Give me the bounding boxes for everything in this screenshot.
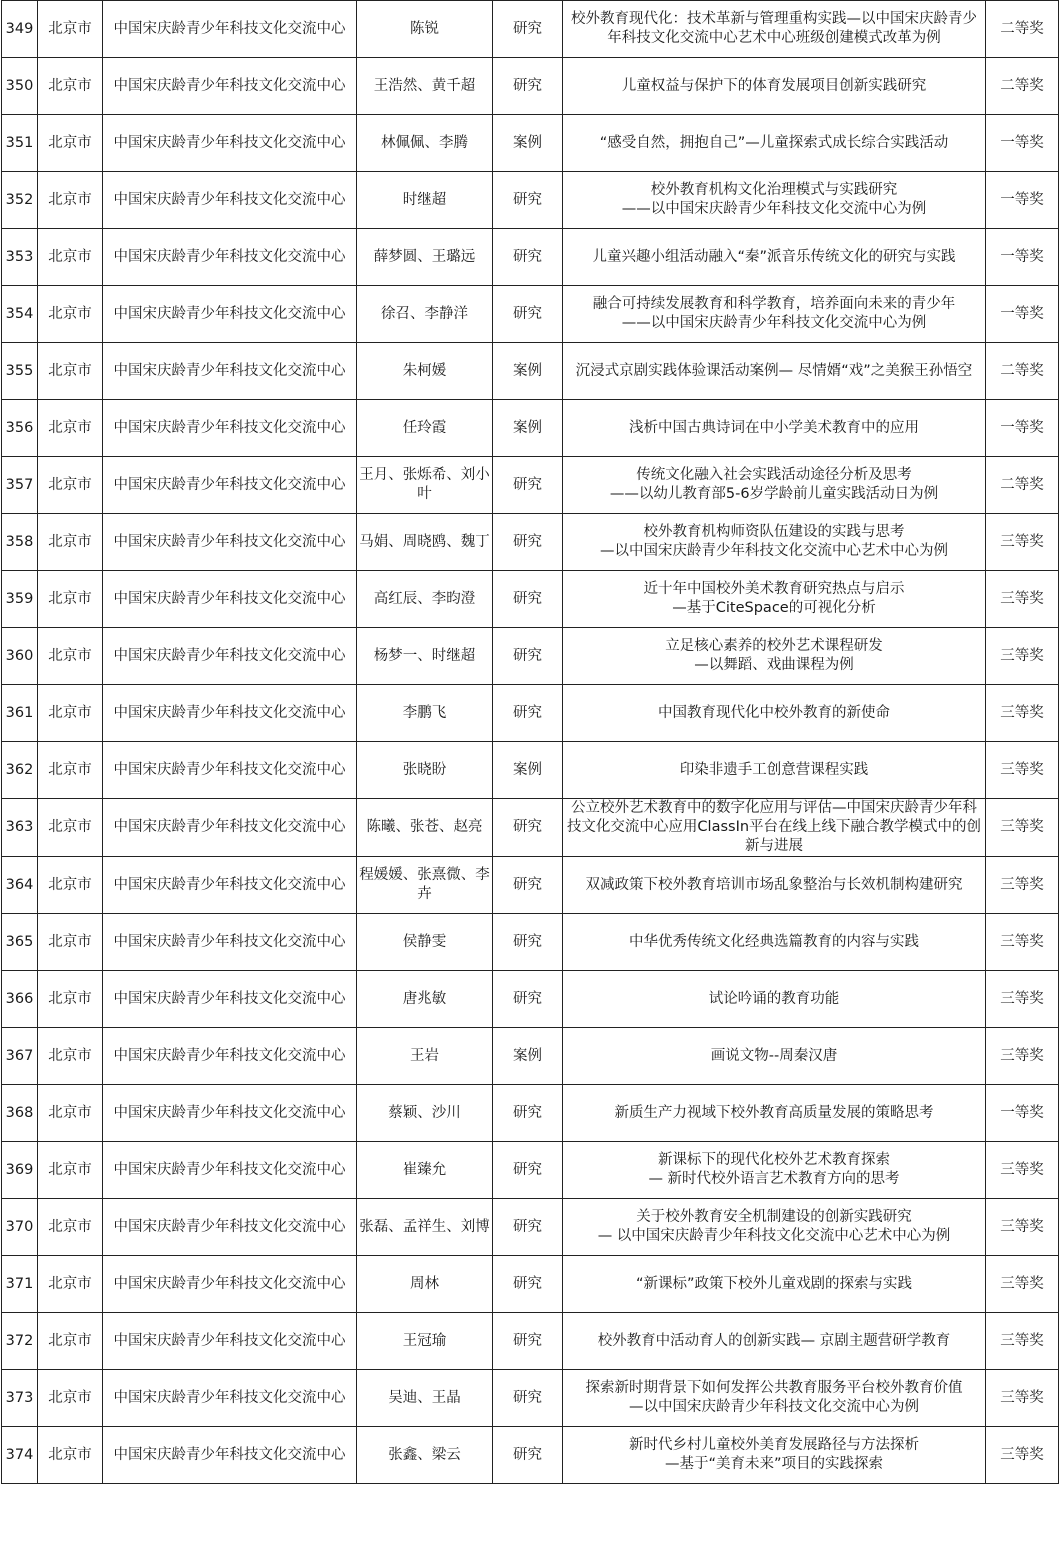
paper-title-cell <box>563 1085 986 1142</box>
authors-cell: 马娟、周晓鸥、魏丁 <box>357 514 493 571</box>
organization-cell: 中国宋庆龄青少年科技文化交流中心 <box>103 1 357 58</box>
type-cell: 研究 <box>493 1142 563 1199</box>
table-row <box>2 1 1059 58</box>
paper-title-cell <box>563 514 986 571</box>
paper-title-cell <box>563 914 986 971</box>
award-cell: 三等奖 <box>986 1142 1059 1199</box>
paper-title-cell <box>563 115 986 172</box>
paper-title-line: —以中国宋庆龄青少年科技文化交流中心艺术中心为例 <box>600 543 948 559</box>
paper-title-cell <box>563 58 986 115</box>
paper-title-cell <box>563 400 986 457</box>
region-cell: 北京市 <box>38 914 103 971</box>
award-cell: 一等奖 <box>986 115 1059 172</box>
type-cell: 研究 <box>493 799 563 857</box>
row-number: 373 <box>2 1370 38 1427</box>
paper-title-cell <box>563 457 986 514</box>
paper-title-line: 校外教育现代化：技术革新与管理重构实践—以中国宋庆龄青少年科技文化交流中心艺术中心班级创建模式改革为例 <box>571 11 977 46</box>
paper-title-line: —基于CiteSpace的可视化分析 <box>672 600 876 616</box>
award-cell: 一等奖 <box>986 172 1059 229</box>
paper-title-line: 校外教育中活动育人的创新实践— 京剧主题营研学教育 <box>597 1332 951 1349</box>
type-cell: 研究 <box>493 58 563 115</box>
award-cell: 三等奖 <box>986 514 1059 571</box>
row-number: 370 <box>2 1199 38 1256</box>
award-cell: 三等奖 <box>986 1427 1059 1484</box>
type-cell: 研究 <box>493 1313 563 1370</box>
table-row <box>2 742 1059 799</box>
organization-cell: 中国宋庆龄青少年科技文化交流中心 <box>103 1256 357 1313</box>
row-number: 374 <box>2 1427 38 1484</box>
paper-title-line: 校外教育机构师资队伍建设的实践与思考 <box>643 524 905 540</box>
row-number: 357 <box>2 457 38 514</box>
table-row <box>2 857 1059 914</box>
authors-cell: 侯静雯 <box>357 914 493 971</box>
type-cell: 研究 <box>493 1085 563 1142</box>
award-cell: 三等奖 <box>986 1370 1059 1427</box>
paper-title-cell <box>563 1028 986 1085</box>
table-row <box>2 400 1059 457</box>
type-cell: 研究 <box>493 571 563 628</box>
paper-title-line: —以中国宋庆龄青少年科技文化交流中心为例 <box>629 1399 919 1415</box>
region-cell: 北京市 <box>38 172 103 229</box>
organization-cell: 中国宋庆龄青少年科技文化交流中心 <box>103 229 357 286</box>
table-row <box>2 115 1059 172</box>
paper-title-line: 探索新时期背景下如何发挥公共教育服务平台校外教育价值 <box>585 1380 963 1396</box>
type-cell: 案例 <box>493 1028 563 1085</box>
award-cell: 三等奖 <box>986 685 1059 742</box>
paper-title-line: 融合可持续发展教育和科学教育，培养面向未来的青少年 <box>592 296 956 312</box>
authors-cell: 周林 <box>357 1256 493 1313</box>
table-row <box>2 343 1059 400</box>
type-cell: 案例 <box>493 343 563 400</box>
paper-title-line: 传统文化融入社会实践活动途径分析及思考 <box>636 467 912 483</box>
authors-cell: 高红辰、李昀澄 <box>357 571 493 628</box>
table-row <box>2 1028 1059 1085</box>
row-number: 354 <box>2 286 38 343</box>
type-cell: 研究 <box>493 914 563 971</box>
award-cell: 二等奖 <box>986 457 1059 514</box>
paper-title-cell <box>563 229 986 286</box>
paper-title-line: 关于校外教育安全机制建设的创新实践研究 <box>636 1209 912 1225</box>
paper-title-line: 立足核心素养的校外艺术课程研发 <box>665 638 883 654</box>
paper-title-line: 沉浸式京剧实践体验课活动案例— 尽情婿“戏”之美猴王孙悟空 <box>575 362 973 379</box>
region-cell: 北京市 <box>38 799 103 857</box>
paper-title-cell <box>563 1199 986 1256</box>
region-cell: 北京市 <box>38 685 103 742</box>
row-number: 369 <box>2 1142 38 1199</box>
type-cell: 研究 <box>493 1370 563 1427</box>
organization-cell: 中国宋庆龄青少年科技文化交流中心 <box>103 971 357 1028</box>
organization-cell: 中国宋庆龄青少年科技文化交流中心 <box>103 571 357 628</box>
type-cell: 研究 <box>493 1427 563 1484</box>
type-cell: 研究 <box>493 1199 563 1256</box>
row-number: 368 <box>2 1085 38 1142</box>
paper-title-line: 新时代乡村儿童校外美育发展路径与方法探析 <box>629 1437 919 1453</box>
table-row <box>2 571 1059 628</box>
award-cell: 三等奖 <box>986 742 1059 799</box>
region-cell: 北京市 <box>38 628 103 685</box>
paper-title-line: 浅析中国古典诗词在中小学美术教育中的应用 <box>629 419 919 436</box>
paper-title-cell <box>563 971 986 1028</box>
authors-cell: 薛梦圆、王璐远 <box>357 229 493 286</box>
row-number: 352 <box>2 172 38 229</box>
region-cell: 北京市 <box>38 229 103 286</box>
organization-cell: 中国宋庆龄青少年科技文化交流中心 <box>103 685 357 742</box>
region-cell: 北京市 <box>38 457 103 514</box>
award-cell: 三等奖 <box>986 1256 1059 1313</box>
award-cell: 三等奖 <box>986 1028 1059 1085</box>
paper-title-cell <box>563 1 986 58</box>
type-cell: 研究 <box>493 685 563 742</box>
award-cell: 一等奖 <box>986 286 1059 343</box>
organization-cell: 中国宋庆龄青少年科技文化交流中心 <box>103 857 357 914</box>
organization-cell: 中国宋庆龄青少年科技文化交流中心 <box>103 1142 357 1199</box>
paper-title-cell <box>563 571 986 628</box>
paper-title-cell <box>563 1142 986 1199</box>
region-cell: 北京市 <box>38 286 103 343</box>
organization-cell: 中国宋庆龄青少年科技文化交流中心 <box>103 1028 357 1085</box>
table-row <box>2 685 1059 742</box>
paper-title-line: 中华优秀传统文化经典选篇教育的内容与实践 <box>629 933 919 950</box>
organization-cell: 中国宋庆龄青少年科技文化交流中心 <box>103 914 357 971</box>
award-cell: 三等奖 <box>986 857 1059 914</box>
paper-title-cell <box>563 343 986 400</box>
table-row <box>2 514 1059 571</box>
organization-cell: 中国宋庆龄青少年科技文化交流中心 <box>103 514 357 571</box>
table-row <box>2 172 1059 229</box>
table-row <box>2 971 1059 1028</box>
type-cell: 研究 <box>493 1 563 58</box>
paper-title-cell <box>563 1427 986 1484</box>
region-cell: 北京市 <box>38 343 103 400</box>
organization-cell: 中国宋庆龄青少年科技文化交流中心 <box>103 742 357 799</box>
paper-title-line: 印染非遗手工创意营课程实践 <box>679 761 869 778</box>
row-number: 371 <box>2 1256 38 1313</box>
table-row <box>2 1427 1059 1484</box>
row-number: 356 <box>2 400 38 457</box>
paper-title-cell <box>563 857 986 914</box>
paper-title-cell <box>563 172 986 229</box>
region-cell: 北京市 <box>38 1 103 58</box>
paper-title-line: 画说文物--周秦汉唐 <box>710 1047 838 1064</box>
organization-cell: 中国宋庆龄青少年科技文化交流中心 <box>103 1199 357 1256</box>
organization-cell: 中国宋庆龄青少年科技文化交流中心 <box>103 115 357 172</box>
row-number: 355 <box>2 343 38 400</box>
paper-title-line: 中国教育现代化中校外教育的新使命 <box>658 704 890 721</box>
award-cell: 一等奖 <box>986 1085 1059 1142</box>
paper-title-line: —基于“美育未来”项目的实践探索 <box>664 1456 884 1472</box>
table-row <box>2 229 1059 286</box>
region-cell: 北京市 <box>38 571 103 628</box>
paper-title-cell <box>563 628 986 685</box>
organization-cell: 中国宋庆龄青少年科技文化交流中心 <box>103 400 357 457</box>
type-cell: 研究 <box>493 229 563 286</box>
authors-cell: 陈锐 <box>357 1 493 58</box>
authors-cell: 李鹏飞 <box>357 685 493 742</box>
row-number: 366 <box>2 971 38 1028</box>
paper-title-line: 近十年中国校外美术教育研究热点与启示 <box>643 581 905 597</box>
table-row <box>2 1085 1059 1142</box>
row-number: 351 <box>2 115 38 172</box>
organization-cell: 中国宋庆龄青少年科技文化交流中心 <box>103 1427 357 1484</box>
authors-cell: 王冠瑜 <box>357 1313 493 1370</box>
authors-cell: 时继超 <box>357 172 493 229</box>
type-cell: 研究 <box>493 971 563 1028</box>
organization-cell: 中国宋庆龄青少年科技文化交流中心 <box>103 172 357 229</box>
award-cell: 三等奖 <box>986 628 1059 685</box>
paper-title-line: 新质生产力视域下校外教育高质量发展的策略思考 <box>614 1104 934 1121</box>
row-number: 362 <box>2 742 38 799</box>
paper-title-line: 校外教育机构文化治理模式与实践研究 <box>650 182 898 198</box>
region-cell: 北京市 <box>38 971 103 1028</box>
paper-title-line: — 新时代校外语言艺术教育方向的思考 <box>648 1171 900 1187</box>
authors-cell: 张鑫、梁云 <box>357 1427 493 1484</box>
authors-cell: 张磊、孟祥生、刘博 <box>357 1199 493 1256</box>
paper-title-line: 双减政策下校外教育培训市场乱象整治与长效机制构建研究 <box>585 876 963 893</box>
type-cell: 案例 <box>493 742 563 799</box>
paper-title-line: — 以中国宋庆龄青少年科技文化交流中心艺术中心为例 <box>597 1228 951 1244</box>
paper-title-line: “感受自然，拥抱自己”—儿童探索式成长综合实践活动 <box>599 134 949 151</box>
paper-title-cell <box>563 1370 986 1427</box>
row-number: 361 <box>2 685 38 742</box>
organization-cell: 中国宋庆龄青少年科技文化交流中心 <box>103 1370 357 1427</box>
paper-title-line: 公立校外艺术教育中的数字化应用与评估—中国宋庆龄青少年科技文化交流中心应用ClassIn平台在线上线下融合教学模式中的创新与进展 <box>566 800 982 854</box>
region-cell: 北京市 <box>38 1256 103 1313</box>
row-number: 358 <box>2 514 38 571</box>
award-cell: 二等奖 <box>986 1 1059 58</box>
type-cell: 研究 <box>493 1256 563 1313</box>
type-cell: 研究 <box>493 457 563 514</box>
region-cell: 北京市 <box>38 1028 103 1085</box>
paper-title-cell <box>563 1256 986 1313</box>
type-cell: 研究 <box>493 172 563 229</box>
type-cell: 研究 <box>493 628 563 685</box>
authors-cell: 蔡颖、沙川 <box>357 1085 493 1142</box>
table-row <box>2 286 1059 343</box>
type-cell: 研究 <box>493 857 563 914</box>
paper-title-line: 新课标下的现代化校外艺术教育探索 <box>658 1152 890 1168</box>
paper-title-line: ——以中国宋庆龄青少年科技文化交流中心为例 <box>621 315 927 331</box>
authors-cell: 吴迪、王晶 <box>357 1370 493 1427</box>
region-cell: 北京市 <box>38 1313 103 1370</box>
table-row <box>2 1370 1059 1427</box>
region-cell: 北京市 <box>38 1199 103 1256</box>
award-cell: 三等奖 <box>986 914 1059 971</box>
authors-cell: 程媛媛、张熹微、李卉 <box>357 857 493 914</box>
paper-title-cell <box>563 685 986 742</box>
row-number: 360 <box>2 628 38 685</box>
table-row <box>2 1256 1059 1313</box>
authors-cell: 杨梦一、时继超 <box>357 628 493 685</box>
row-number: 353 <box>2 229 38 286</box>
table-row <box>2 914 1059 971</box>
region-cell: 北京市 <box>38 1370 103 1427</box>
organization-cell: 中国宋庆龄青少年科技文化交流中心 <box>103 799 357 857</box>
organization-cell: 中国宋庆龄青少年科技文化交流中心 <box>103 286 357 343</box>
authors-cell: 张晓盼 <box>357 742 493 799</box>
region-cell: 北京市 <box>38 400 103 457</box>
organization-cell: 中国宋庆龄青少年科技文化交流中心 <box>103 343 357 400</box>
organization-cell: 中国宋庆龄青少年科技文化交流中心 <box>103 1313 357 1370</box>
authors-cell: 王月、张烁希、刘小叶 <box>357 457 493 514</box>
type-cell: 研究 <box>493 514 563 571</box>
authors-cell: 崔臻允 <box>357 1142 493 1199</box>
authors-cell: 王岩 <box>357 1028 493 1085</box>
paper-title-cell <box>563 742 986 799</box>
type-cell: 案例 <box>493 115 563 172</box>
type-cell: 研究 <box>493 286 563 343</box>
award-cell: 二等奖 <box>986 58 1059 115</box>
organization-cell: 中国宋庆龄青少年科技文化交流中心 <box>103 457 357 514</box>
paper-title-line: 儿童权益与保护下的体育发展项目创新实践研究 <box>621 77 927 94</box>
row-number: 367 <box>2 1028 38 1085</box>
row-number: 365 <box>2 914 38 971</box>
region-cell: 北京市 <box>38 58 103 115</box>
authors-cell: 王浩然、黄千超 <box>357 58 493 115</box>
authors-cell: 林佩佩、李腾 <box>357 115 493 172</box>
region-cell: 北京市 <box>38 1085 103 1142</box>
region-cell: 北京市 <box>38 514 103 571</box>
paper-title-line: —以舞蹈、戏曲课程为例 <box>694 657 854 673</box>
table-row <box>2 457 1059 514</box>
row-number: 363 <box>2 799 38 857</box>
paper-title-line: 试论吟诵的教育功能 <box>708 990 840 1007</box>
table-row <box>2 1199 1059 1256</box>
region-cell: 北京市 <box>38 115 103 172</box>
paper-title-cell <box>563 799 986 857</box>
award-cell: 三等奖 <box>986 799 1059 857</box>
row-number: 372 <box>2 1313 38 1370</box>
row-number: 350 <box>2 58 38 115</box>
table-row <box>2 58 1059 115</box>
row-number: 359 <box>2 571 38 628</box>
award-list-table <box>1 0 1059 1484</box>
table-row <box>2 1313 1059 1370</box>
region-cell: 北京市 <box>38 1142 103 1199</box>
paper-title-line: 儿童兴趣小组活动融入“秦”派音乐传统文化的研究与实践 <box>592 248 956 265</box>
award-cell: 三等奖 <box>986 1199 1059 1256</box>
award-cell: 二等奖 <box>986 343 1059 400</box>
paper-title-line: “新课标”政策下校外儿童戏剧的探索与实践 <box>635 1275 913 1292</box>
region-cell: 北京市 <box>38 742 103 799</box>
paper-title-cell <box>563 1313 986 1370</box>
organization-cell: 中国宋庆龄青少年科技文化交流中心 <box>103 58 357 115</box>
award-cell: 一等奖 <box>986 400 1059 457</box>
paper-title-line: ——以幼儿教育部5-6岁学龄前儿童实践活动日为例 <box>609 486 939 502</box>
row-number: 349 <box>2 1 38 58</box>
award-cell: 一等奖 <box>986 229 1059 286</box>
authors-cell: 朱柯媛 <box>357 343 493 400</box>
award-cell: 三等奖 <box>986 971 1059 1028</box>
row-number: 364 <box>2 857 38 914</box>
region-cell: 北京市 <box>38 857 103 914</box>
authors-cell: 唐兆敏 <box>357 971 493 1028</box>
award-cell: 三等奖 <box>986 1313 1059 1370</box>
authors-cell: 徐召、李静洋 <box>357 286 493 343</box>
table-row <box>2 799 1059 857</box>
award-cell: 三等奖 <box>986 571 1059 628</box>
organization-cell: 中国宋庆龄青少年科技文化交流中心 <box>103 628 357 685</box>
authors-cell: 任玲霞 <box>357 400 493 457</box>
table-row <box>2 628 1059 685</box>
authors-cell: 陈曦、张苍、赵亮 <box>357 799 493 857</box>
organization-cell: 中国宋庆龄青少年科技文化交流中心 <box>103 1085 357 1142</box>
table-row <box>2 1142 1059 1199</box>
paper-title-cell <box>563 286 986 343</box>
region-cell: 北京市 <box>38 1427 103 1484</box>
paper-title-line: ——以中国宋庆龄青少年科技文化交流中心为例 <box>621 201 927 217</box>
type-cell: 案例 <box>493 400 563 457</box>
table-body <box>2 1 1059 1484</box>
